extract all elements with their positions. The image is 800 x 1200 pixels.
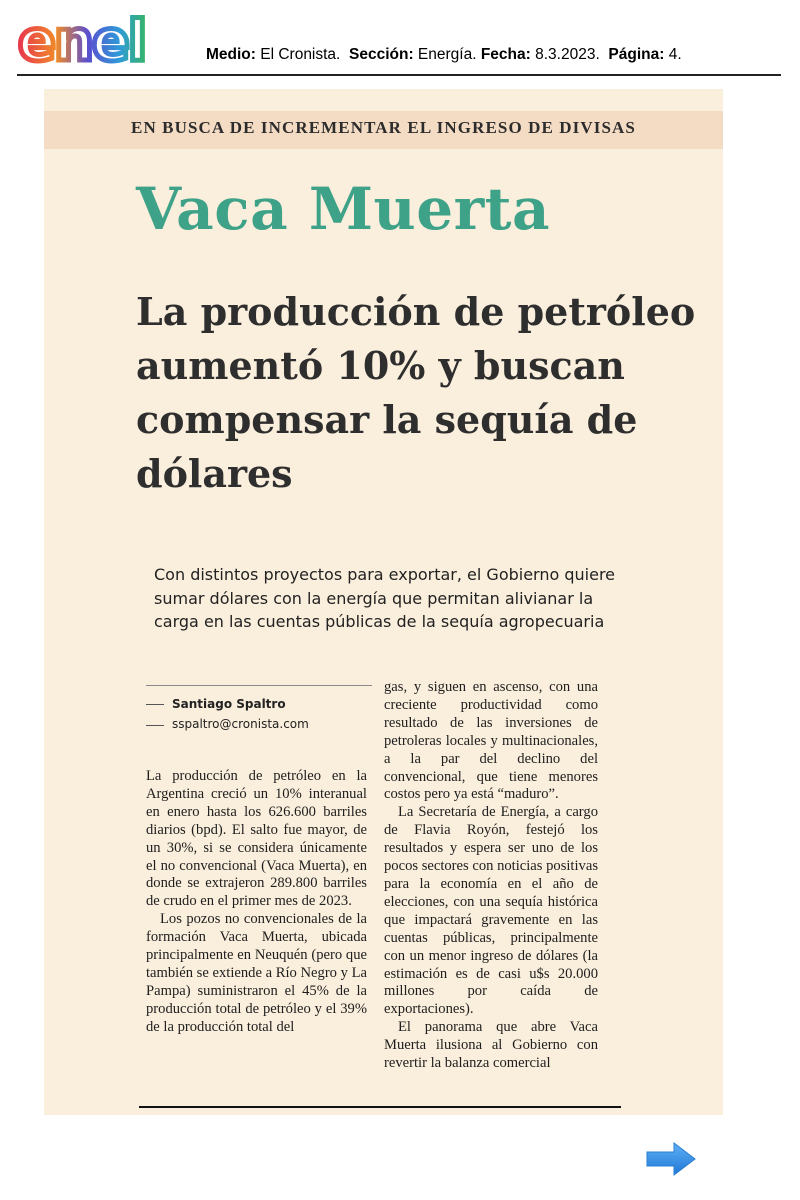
author-email: sspaltro@cronista.com (172, 717, 309, 731)
pagina-label: Página: (608, 46, 665, 63)
body-paragraph: Los pozos no convencionales de la formación Vaca Muerta, ubicada principalmente en Neuquén (pero que también se extiende a Río Negro y La Pampa) suministraron el 45% de la producción total de petróleo y el 39% de la producción total del (146, 911, 367, 1035)
bottom-divider (139, 1106, 621, 1108)
fecha-value: 8.3.2023. (535, 46, 600, 63)
pagina-value: 4. (668, 46, 682, 63)
newspaper-clipping (44, 89, 723, 1115)
byline-divider (146, 685, 372, 686)
headline: La producción de petróleo aumentó 10% y buscan compensar la sequía de dólares (136, 289, 696, 496)
deck: Con distintos proyectos para exportar, el Gobierno quiere sumar dólares con la energía que permitan alivianar la carga en las cuentas públicas de la sequía agropecuaria (154, 565, 616, 631)
body-paragraph: La Secretaría de Energía, a cargo de Flavia Royón, festejó los resultados y espera ser uno de los pocos sectores con noticias positivas para la economía en el año de elecciones, con una sequía histórica que impactará gravemente en las cuentas públicas, principalmente con un menor ingreso de dólares (la estimación es de casi u$s 20.000 millones por caída de exportaciones). (384, 804, 598, 1018)
body-column-1 (146, 768, 367, 1037)
body-paragraph: La producción de petróleo en la Argentina creció un 10% interanual en enero hasta los 626.600 barriles diarios (bpd). El salto fue mayor, de un 30%, si se considera únicamente el no convencional (Vaca Muerta), en donde se extrajeron 289.800 barriles de crudo en el primer mes de 2023. (146, 768, 367, 910)
body-paragraph: gas, y siguen en ascenso, con una creciente productividad como resultado de las inversiones de petroleras locales y multinacionales, a la par del declino del convencional, que tiene menores costos pero ya está “maduro”. (384, 679, 598, 803)
header-divider (17, 74, 781, 76)
author-name: Santiago Spaltro (172, 697, 286, 711)
seccion-label: Sección: (349, 46, 414, 63)
enel-logo (18, 6, 180, 70)
body-paragraph: El panorama que abre Vaca Muerta ilusiona al Gobierno con revertir la balanza comercial (384, 1019, 598, 1072)
logo-text: enel (18, 9, 146, 70)
fecha-label: Fecha: (480, 46, 531, 63)
byline-dash (146, 704, 164, 705)
medio-label: Medio: (206, 46, 256, 63)
section-title: Vaca Muerta (136, 175, 551, 243)
right-arrow-icon[interactable] (646, 1142, 696, 1176)
kicker: EN BUSCA DE INCREMENTAR EL INGRESO DE DIVISAS (131, 118, 636, 137)
body-column-2 (384, 679, 598, 1073)
source-metadata (206, 46, 682, 64)
medio-value: El Cronista. (260, 46, 341, 63)
byline-dash (146, 725, 164, 726)
seccion-value: Energía. (417, 46, 477, 63)
